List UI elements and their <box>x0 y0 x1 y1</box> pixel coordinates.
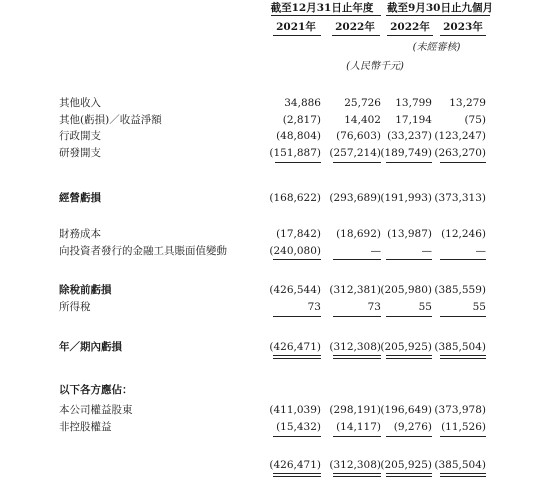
table-cell: (426,544) <box>269 284 321 296</box>
year-underline-2021 <box>273 35 321 36</box>
period-full-year-header: 截至12月31日止年度 <box>270 2 374 14</box>
subtotal-rule <box>386 162 432 163</box>
table-cell: (48,804) <box>276 130 321 142</box>
period-nine-months-header: 截至9月30日止九個月 <box>387 2 493 14</box>
table-cell: (426,471) <box>269 341 321 353</box>
table-cell: (11,526) <box>441 421 486 433</box>
table-cell: 25,726 <box>344 97 381 109</box>
table-cell: (189,749) <box>380 147 432 159</box>
total-double-rule <box>440 473 486 474</box>
table-cell: (373,978) <box>434 404 486 416</box>
table-cell: (312,308) <box>329 459 381 471</box>
total-double-rule <box>386 355 432 356</box>
table-cell: (411,039) <box>269 404 321 416</box>
year-underline-2022-nine <box>387 35 433 36</box>
table-cell: (205,925) <box>380 341 432 353</box>
row-label-equity-shareholders: 本公司權益股東 <box>59 404 133 416</box>
table-cell: — <box>421 245 432 257</box>
subtotal-rule <box>386 436 432 437</box>
subtotal-rule <box>386 316 432 317</box>
table-cell: 55 <box>472 301 486 313</box>
total-double-rule <box>273 358 321 359</box>
table-cell: (14,117) <box>336 421 381 433</box>
row-label-loss-before-tax: 除稅前虧損 <box>59 284 112 296</box>
year-header-2023: 2023年 <box>443 21 483 33</box>
table-cell: 13,799 <box>395 97 432 109</box>
total-double-rule <box>333 355 381 356</box>
total-double-rule <box>333 473 381 474</box>
table-cell: (15,432) <box>276 421 321 433</box>
row-label-rnd-expenses: 研發開支 <box>59 147 101 159</box>
header-rule-nine-months <box>386 15 490 16</box>
row-label-other-income: 其他收入 <box>59 97 101 109</box>
table-cell: 55 <box>418 301 432 313</box>
subtotal-rule <box>440 316 486 317</box>
table-cell: (312,381) <box>329 284 381 296</box>
currency-note: (人民幣千元) <box>346 61 404 72</box>
year-header-2021: 2021年 <box>276 21 316 33</box>
header-rule-full-year <box>271 15 381 16</box>
table-cell: (385,504) <box>434 459 486 471</box>
table-cell: 73 <box>367 301 381 313</box>
table-cell: (205,925) <box>380 459 432 471</box>
table-cell: (385,504) <box>434 341 486 353</box>
row-label-other-gains-losses: 其他(虧損)／收益淨額 <box>59 114 162 126</box>
table-cell: (373,313) <box>434 192 486 204</box>
table-cell: (75) <box>464 114 486 126</box>
table-cell: (76,603) <box>336 130 381 142</box>
subtotal-rule <box>440 162 486 163</box>
table-cell: (298,191) <box>329 404 381 416</box>
table-cell: 34,886 <box>284 97 321 109</box>
row-label-loss-for-period: 年／期內虧損 <box>59 341 122 353</box>
subtotal-rule <box>440 436 486 437</box>
total-double-rule <box>440 358 486 359</box>
table-cell: (257,214) <box>329 147 381 159</box>
row-label-operating-loss: 經營虧損 <box>59 192 101 204</box>
subtotal-rule <box>333 162 381 163</box>
year-header-2022-full: 2022年 <box>335 21 375 33</box>
unaudited-note: (未經審核) <box>412 42 461 53</box>
table-cell: (263,270) <box>434 147 486 159</box>
table-cell: (13,987) <box>387 228 432 240</box>
table-cell: (151,887) <box>269 147 321 159</box>
subtotal-rule <box>273 259 321 260</box>
year-header-2022-nine: 2022年 <box>390 21 430 33</box>
table-cell: (426,471) <box>269 459 321 471</box>
table-cell: (123,247) <box>434 130 486 142</box>
table-cell: (9,276) <box>393 421 432 433</box>
table-cell: (196,649) <box>380 404 432 416</box>
total-double-rule <box>386 358 432 359</box>
subtotal-rule <box>273 316 321 317</box>
table-cell: (2,817) <box>282 114 321 126</box>
subtotal-rule <box>273 436 321 437</box>
row-label-finance-costs: 財務成本 <box>59 228 101 240</box>
row-label-instrument-change: 向投資者發行的金融工具賬面值變動 <box>59 245 227 257</box>
total-double-rule <box>273 355 321 356</box>
year-underline-2023 <box>440 35 486 36</box>
table-cell: (240,080) <box>269 245 321 257</box>
total-double-rule <box>440 476 486 477</box>
row-label-admin-expenses: 行政開支 <box>59 130 101 142</box>
subtotal-rule <box>333 316 381 317</box>
table-cell: (312,308) <box>329 341 381 353</box>
total-double-rule <box>386 476 432 477</box>
table-cell: 13,279 <box>449 97 486 109</box>
total-double-rule <box>333 476 381 477</box>
row-label-income-tax: 所得稅 <box>59 301 91 313</box>
attributable-heading: 以下各方應佔： <box>59 384 133 396</box>
table-cell: — <box>475 245 486 257</box>
table-cell: 73 <box>307 301 321 313</box>
row-label-non-controlling: 非控股權益 <box>59 421 112 433</box>
total-double-rule <box>386 473 432 474</box>
table-cell: (33,237) <box>387 130 432 142</box>
table-cell: (17,842) <box>276 228 321 240</box>
year-underline-2022-full <box>332 35 380 36</box>
table-cell: 17,194 <box>395 114 432 126</box>
subtotal-rule <box>333 259 381 260</box>
total-double-rule <box>273 476 321 477</box>
subtotal-rule <box>333 436 381 437</box>
subtotal-rule <box>275 162 321 163</box>
table-cell: (168,622) <box>269 192 321 204</box>
table-cell: (191,993) <box>380 192 432 204</box>
table-cell: (205,980) <box>380 284 432 296</box>
subtotal-rule <box>440 259 486 260</box>
subtotal-rule <box>386 259 432 260</box>
table-cell: (293,689) <box>329 192 381 204</box>
table-cell: 14,402 <box>344 114 381 126</box>
table-cell: (385,559) <box>434 284 486 296</box>
total-double-rule <box>273 473 321 474</box>
table-cell: (12,246) <box>441 228 486 240</box>
total-double-rule <box>440 355 486 356</box>
total-double-rule <box>333 358 381 359</box>
table-cell: — <box>370 245 381 257</box>
table-cell: (18,692) <box>336 228 381 240</box>
